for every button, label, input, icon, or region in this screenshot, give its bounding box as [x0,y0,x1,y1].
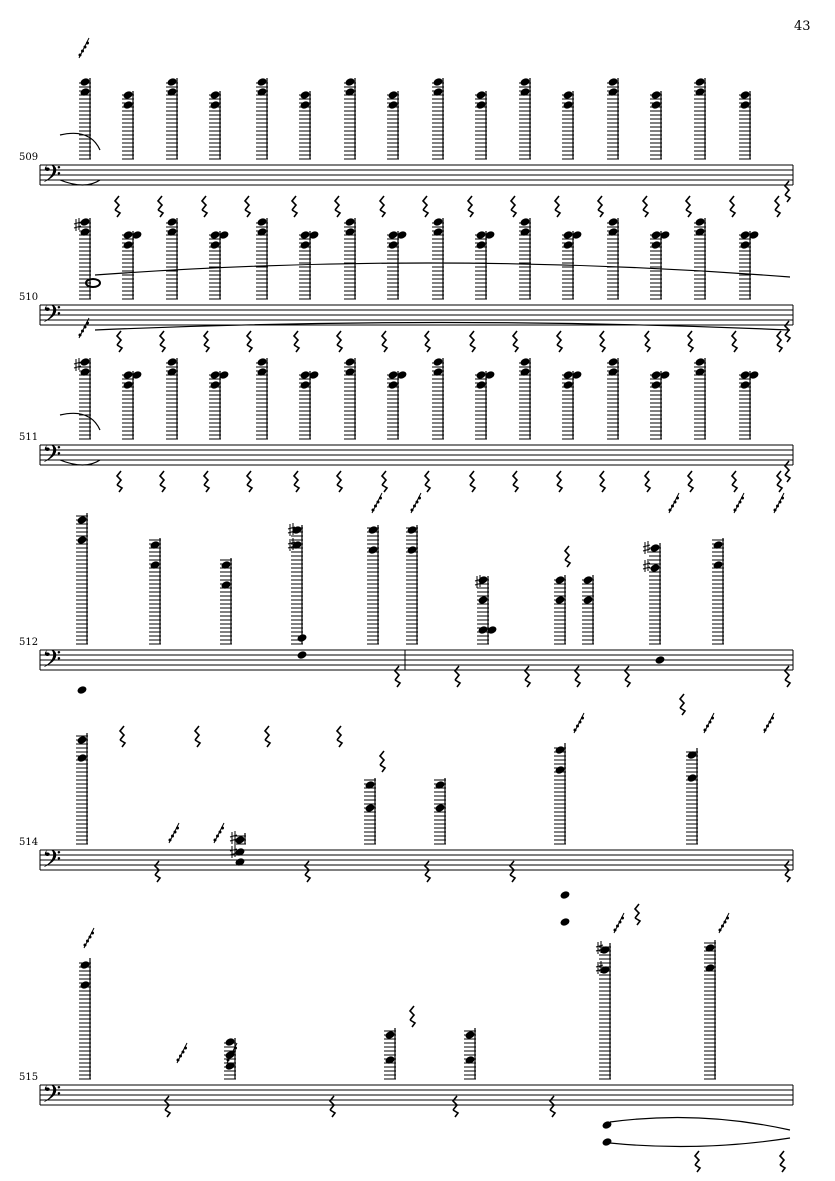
quarter-rest [337,471,342,492]
tremolo-stroke [372,493,382,513]
quarter-rest [195,726,200,747]
notehead [739,90,750,100]
notehead [562,230,573,240]
notehead [76,535,87,545]
notehead [166,217,177,227]
tremolo-stroke [79,318,89,338]
tremolo-stroke [411,493,421,513]
notehead [562,380,573,390]
quarter-rest [645,471,650,492]
tie-arc [60,460,100,465]
quarter-rest [775,196,780,217]
tremolo-stroke [734,493,744,513]
quarter-rest [780,1151,785,1172]
notehead [475,90,486,100]
quarter-rest [688,331,693,352]
quarter-rest [557,331,562,352]
notehead [209,370,220,380]
notehead [122,240,133,250]
notehead [694,77,705,87]
tremolo-stroke [614,913,624,933]
quarter-rest [425,861,430,882]
notehead [209,230,220,240]
notehead [79,357,90,367]
quarter-rest [695,1151,700,1172]
sharp-sign [74,358,81,371]
notehead [554,595,565,605]
quarter-rest [777,471,782,492]
quarter-rest [732,471,737,492]
notehead [234,835,245,845]
quarter-rest [565,546,570,567]
bass-clef: 𝄢 [42,645,62,680]
notehead [559,890,570,900]
notehead [299,240,310,250]
notehead [122,90,133,100]
notehead [475,230,486,240]
page-number: 43 [794,19,811,34]
quarter-rest [117,471,122,492]
notehead [554,745,565,755]
notehead [649,543,660,553]
measure-number: 509 [19,152,39,163]
notehead [122,230,133,240]
notehead [562,100,573,110]
notehead [562,90,573,100]
notehead [79,77,90,87]
measure-number: 511 [19,432,39,443]
notehead [256,217,267,227]
quarter-rest [265,726,270,747]
quarter-rest [557,471,562,492]
notehead [76,735,87,745]
quarter-rest [513,331,518,352]
notehead [406,545,417,555]
notehead [296,650,307,660]
quarter-rest [730,196,735,217]
quarter-rest [777,331,782,352]
quarter-rest [247,331,252,352]
quarter-rest [785,321,790,342]
measure-number: 514 [19,837,39,848]
quarter-rest [635,904,640,925]
quarter-rest [204,471,209,492]
notehead [607,77,618,87]
tremolo-stroke [774,493,784,513]
bass-clef: 𝄢 [42,440,62,475]
measure-number: 515 [19,1072,39,1083]
quarter-rest [550,1096,555,1117]
quarter-rest [688,471,693,492]
notehead [344,217,355,227]
quarter-rest [382,471,387,492]
notehead [387,230,398,240]
quarter-rest [337,726,342,747]
notehead [79,217,90,227]
tie-arc [60,180,100,185]
notehead [650,240,661,250]
notehead [387,370,398,380]
notehead [432,357,443,367]
notehead [739,380,750,390]
sharp-sign [643,541,650,554]
notehead [256,77,267,87]
notehead [384,1030,395,1040]
notehead [166,77,177,87]
quarter-rest [380,751,385,772]
notehead [694,217,705,227]
quarter-rest [245,196,250,217]
notehead [650,370,661,380]
notehead [344,77,355,87]
notehead [122,100,133,110]
notehead [432,77,443,87]
notehead [519,77,530,87]
notehead [122,380,133,390]
quarter-rest [468,196,473,217]
notehead [209,90,220,100]
bass-clef: 𝄢 [42,300,62,335]
quarter-rest [330,1096,335,1117]
notehead [387,380,398,390]
notehead [475,100,486,110]
notehead [344,357,355,367]
quarter-rest [680,694,685,715]
quarter-rest [425,471,430,492]
notehead [76,685,87,695]
quarter-rest [643,196,648,217]
notehead [554,575,565,585]
quarter-rest [785,461,790,482]
notehead [364,803,375,813]
tie-arc [95,323,790,331]
notehead [554,765,565,775]
measure-number: 512 [19,637,39,648]
quarter-rest [292,196,297,217]
notehead [299,90,310,100]
notehead [562,370,573,380]
bass-clef: 𝄢 [42,1080,62,1115]
quarter-rest [395,666,400,687]
notehead [387,240,398,250]
notehead [79,960,90,970]
quarter-rest [470,471,475,492]
quarter-rest [115,196,120,217]
notehead [654,655,665,665]
quarter-rest [158,196,163,217]
tremolo-stroke [719,913,729,933]
quarter-rest [202,196,207,217]
quarter-rest [645,331,650,352]
tremolo-stroke [574,713,584,733]
notehead [582,575,593,585]
notehead [367,545,378,555]
quarter-rest [294,471,299,492]
notehead [650,230,661,240]
quarter-rest [600,471,605,492]
bass-clef: 𝄢 [42,845,62,880]
notehead [434,803,445,813]
quarter-rest [575,666,580,687]
quarter-rest [204,331,209,352]
notehead [79,980,90,990]
quarter-rest [732,331,737,352]
notehead [739,100,750,110]
notehead [739,230,750,240]
quarter-rest [380,196,385,217]
notehead [76,753,87,763]
notehead [477,595,488,605]
quarter-rest [600,331,605,352]
quarter-rest [165,1096,170,1117]
quarter-rest [785,181,790,202]
tremolo-stroke [177,1043,187,1063]
quarter-rest [160,331,165,352]
quarter-rest [511,196,516,217]
notehead [296,633,307,643]
notehead [475,370,486,380]
notehead [582,595,593,605]
notehead [607,217,618,227]
notehead [387,100,398,110]
notehead [519,357,530,367]
quarter-rest [247,471,252,492]
quarter-rest [510,861,515,882]
notehead [475,240,486,250]
quarter-rest [555,196,560,217]
notehead [299,100,310,110]
notehead [166,357,177,367]
notehead [475,380,486,390]
quarter-rest [425,331,430,352]
notehead [76,515,87,525]
notehead [739,240,750,250]
notehead [299,230,310,240]
quarter-rest [686,196,691,217]
notehead [432,217,443,227]
sharp-sign [74,218,81,231]
tie-arc [610,1138,790,1147]
notehead [650,100,661,110]
tremolo-stroke [764,713,774,733]
notehead [224,1037,235,1047]
notehead [209,380,220,390]
tremolo-stroke [214,823,224,843]
notehead [649,563,660,573]
sharp-sign [643,559,650,572]
tremolo-stroke [669,493,679,513]
quarter-rest [120,726,125,747]
notehead [367,525,378,535]
notehead [739,370,750,380]
notehead [562,240,573,250]
notehead [559,917,570,927]
quarter-rest [382,331,387,352]
tie-arc [610,1118,790,1131]
quarter-rest [160,471,165,492]
quarter-rest [625,666,630,687]
quarter-rest [410,1006,415,1027]
bass-clef: 𝄢 [42,160,62,195]
notehead [387,90,398,100]
quarter-rest [785,861,790,882]
quarter-rest [513,471,518,492]
notehead [601,1137,612,1147]
quarter-rest [525,666,530,687]
notehead [650,380,661,390]
quarter-rest [335,196,340,217]
quarter-rest [423,196,428,217]
notehead [122,370,133,380]
notehead [694,357,705,367]
tremolo-stroke [84,928,94,948]
quarter-rest [337,331,342,352]
notehead [464,1030,475,1040]
quarter-rest [598,196,603,217]
notehead [477,625,488,635]
notehead [256,357,267,367]
quarter-rest [455,666,460,687]
tremolo-stroke [79,38,89,58]
quarter-rest [453,1096,458,1117]
tremolo-stroke [169,823,179,843]
notehead [519,217,530,227]
quarter-rest [305,861,310,882]
notehead [299,370,310,380]
notehead [686,773,697,783]
tremolo-stroke [704,713,714,733]
quarter-rest [470,331,475,352]
quarter-rest [155,861,160,882]
notehead [209,240,220,250]
notehead [299,380,310,390]
measure-number: 510 [19,292,39,303]
notehead [607,357,618,367]
notehead [406,525,417,535]
quarter-rest [294,331,299,352]
notehead [650,90,661,100]
quarter-rest [117,331,122,352]
notehead [209,100,220,110]
quarter-rest [785,666,790,687]
